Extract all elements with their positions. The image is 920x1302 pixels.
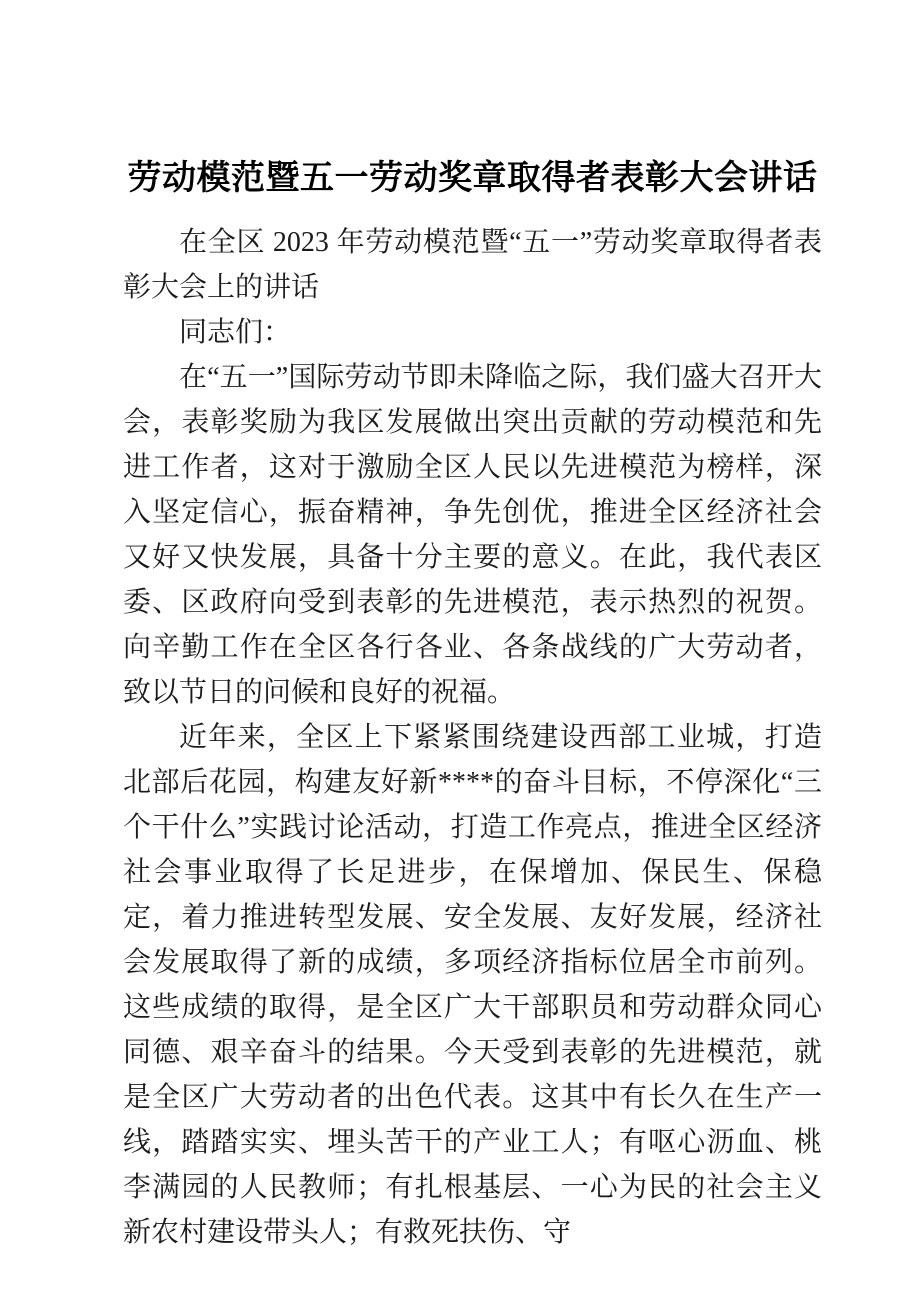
document-body [123, 220, 822, 1255]
body-paragraph-1: 在“五一”国际劳动节即未降临之际，我们盛大召开大会，表彰奖励为我区发展做出突出贡献的劳动模范和先进工作者，这对于激励全区人民以先进模范为榜样，深入坚定信心，振奋精神，争先创优，推进全区经济社会又好又快发展，具备十分主要的意义。在此，我代表区委、区政府向受到表彰的先进模范，表示热烈的祝贺。向辛勤工作在全区各行各业、各条战线的广大劳动者，致以节日的问候和良好的祝福。 [123, 362, 822, 708]
page-title: 劳动模范暨五一劳动奖章取得者表彰大会讲话 [127, 160, 818, 197]
subtitle-paragraph: 在全区 2023 年劳动模范暨“五一”劳动奖章取得者表彰大会上的讲话 [123, 227, 822, 303]
document-content [0, 158, 920, 1255]
salutation-paragraph: 同志们： [179, 317, 292, 348]
body-paragraph-2: 近年来，全区上下紧紧围绕建设西部工业城，打造北部后花园，构建友好新****的奋斗目标，不停深化“三个干什么”实践讨论活动，打造工作亮点，推进全区经济社会事业取得了长足进步，在保增加、保民生、保稳定，着力推进转型发展、安全发展、友好发展，经济社会发展取得了新的成绩，多项经济指标位居全市前列。这些成绩的取得，是全区广大干部职员和劳动群众同心同德、艰辛奋斗的结果。今天受到表彰的先进模范，就是全区广大劳动者的出色代表。这其中有长久在生产一线，踏踏实实、埋头苦干的产业工人；有呕心沥血、桃李满园的人民教师；有扎根基层、一心为民的社会主义新农村建设带头人；有救死扶伤、守 [123, 722, 822, 1248]
